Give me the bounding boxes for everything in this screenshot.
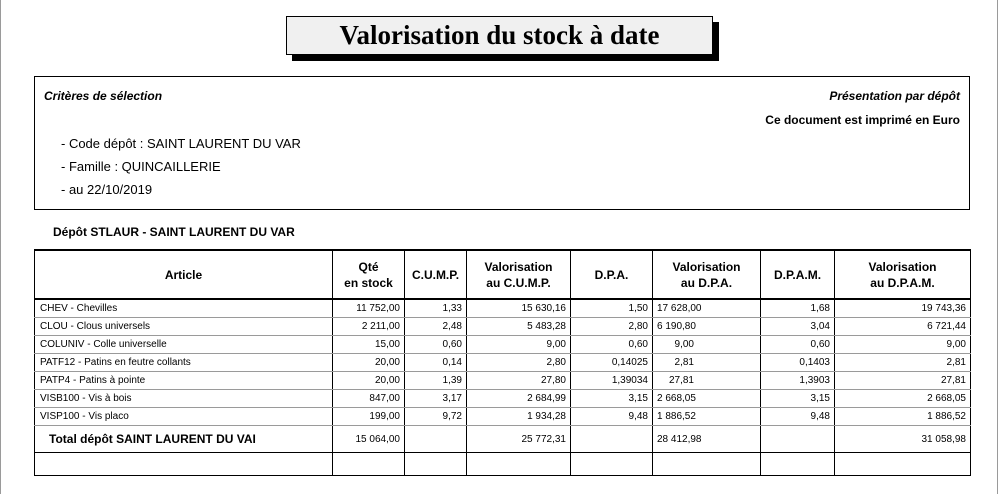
blank-cell <box>835 453 971 476</box>
total-val-cump: 25 772,31 <box>467 426 571 453</box>
header-dpa: D.P.A. <box>571 250 653 299</box>
total-dpa-empty <box>571 426 653 453</box>
cell-cump: 3,17 <box>405 390 467 408</box>
cell-cump: 9,72 <box>405 408 467 426</box>
cell-article: PATF12 - Patins en feutre collants <box>35 354 333 372</box>
cell-cump: 1,39 <box>405 372 467 390</box>
cell-qty: 847,00 <box>333 390 405 408</box>
selection-criteria-box <box>34 76 970 210</box>
cell-val-dpa: 9,00 <box>653 336 761 354</box>
cell-val-dpam: 1 886,52 <box>835 408 971 426</box>
cell-qty: 11 752,00 <box>333 299 405 318</box>
header-val-dpam: Valorisation au D.P.A.M. <box>835 250 971 299</box>
blank-cell <box>571 453 653 476</box>
blank-cell <box>653 453 761 476</box>
cell-article: CHEV - Chevilles <box>35 299 333 318</box>
cell-qty: 15,00 <box>333 336 405 354</box>
cell-dpa: 0,14025 <box>571 354 653 372</box>
cell-dpa: 3,15 <box>571 390 653 408</box>
table-header-row <box>35 250 971 299</box>
header-cump: C.U.M.P. <box>405 250 467 299</box>
currency-note: Ce document est imprimé en Euro <box>765 113 960 127</box>
blank-cell <box>761 453 835 476</box>
cell-dpam: 3,04 <box>761 318 835 336</box>
cell-val-cump: 5 483,28 <box>467 318 571 336</box>
cell-dpa: 9,48 <box>571 408 653 426</box>
cell-val-dpam: 27,81 <box>835 372 971 390</box>
total-row <box>35 426 971 453</box>
cell-dpa: 1,50 <box>571 299 653 318</box>
document-title: Valorisation du stock à date <box>286 16 713 55</box>
stock-valuation-table <box>34 249 971 476</box>
cell-val-dpam: 2 668,05 <box>835 390 971 408</box>
header-val-dpa: Valorisation au D.P.A. <box>653 250 761 299</box>
criteria-depot-code: - Code dépôt : SAINT LAURENT DU VAR <box>61 136 301 151</box>
header-dpam: D.P.A.M. <box>761 250 835 299</box>
cell-qty: 2 211,00 <box>333 318 405 336</box>
cell-cump: 0,60 <box>405 336 467 354</box>
criteria-heading: Critères de sélection <box>44 89 163 103</box>
table-row <box>35 299 971 318</box>
total-val-dpam: 31 058,98 <box>835 426 971 453</box>
blank-cell <box>35 453 333 476</box>
blank-cell <box>333 453 405 476</box>
cell-dpa: 2,80 <box>571 318 653 336</box>
total-label: Total dépôt SAINT LAURENT DU VAI <box>35 426 333 453</box>
cell-val-cump: 1 934,28 <box>467 408 571 426</box>
cell-val-dpa: 27,81 <box>653 372 761 390</box>
cell-article: VISB100 - Vis à bois <box>35 390 333 408</box>
table-row <box>35 390 971 408</box>
cell-val-dpam: 2,81 <box>835 354 971 372</box>
page-edge-left <box>0 0 1 494</box>
header-article: Article <box>35 250 333 299</box>
cell-val-cump: 9,00 <box>467 336 571 354</box>
cell-val-cump: 27,80 <box>467 372 571 390</box>
cell-dpa: 0,60 <box>571 336 653 354</box>
cell-qty: 20,00 <box>333 372 405 390</box>
blank-cell <box>467 453 571 476</box>
cell-val-dpam: 6 721,44 <box>835 318 971 336</box>
cell-val-dpam: 19 743,36 <box>835 299 971 318</box>
table-row <box>35 318 971 336</box>
header-qty: Qté en stock <box>333 250 405 299</box>
document-title-frame <box>286 16 719 61</box>
cell-qty: 20,00 <box>333 354 405 372</box>
cell-val-cump: 2 684,99 <box>467 390 571 408</box>
total-cump-empty <box>405 426 467 453</box>
cell-qty: 199,00 <box>333 408 405 426</box>
cell-val-dpa: 2,81 <box>653 354 761 372</box>
cell-val-dpa: 1 886,52 <box>653 408 761 426</box>
blank-cell <box>405 453 467 476</box>
cell-val-dpa: 6 190,80 <box>653 318 761 336</box>
cell-article: VISP100 - Vis placo <box>35 408 333 426</box>
cell-val-dpam: 9,00 <box>835 336 971 354</box>
cell-dpam: 3,15 <box>761 390 835 408</box>
cell-val-dpa: 17 628,00 <box>653 299 761 318</box>
cell-val-cump: 15 630,16 <box>467 299 571 318</box>
cell-dpam: 1,68 <box>761 299 835 318</box>
blank-row <box>35 453 971 476</box>
table-row <box>35 336 971 354</box>
total-dpam-empty <box>761 426 835 453</box>
presentation-label: Présentation par dépôt <box>829 89 960 103</box>
cell-article: PATP4 - Patins à pointe <box>35 372 333 390</box>
cell-article: COLUNIV - Colle universelle <box>35 336 333 354</box>
table-row <box>35 372 971 390</box>
cell-val-cump: 2,80 <box>467 354 571 372</box>
cell-article: CLOU - Clous universels <box>35 318 333 336</box>
cell-dpam: 9,48 <box>761 408 835 426</box>
table-row <box>35 408 971 426</box>
cell-val-dpa: 2 668,05 <box>653 390 761 408</box>
page-edge-right <box>997 0 998 494</box>
header-val-cump: Valorisation au C.U.M.P. <box>467 250 571 299</box>
cell-dpa: 1,39034 <box>571 372 653 390</box>
cell-dpam: 1,3903 <box>761 372 835 390</box>
cell-cump: 2,48 <box>405 318 467 336</box>
depot-title: Dépôt STLAUR - SAINT LAURENT DU VAR <box>53 225 295 239</box>
criteria-date: - au 22/10/2019 <box>61 182 153 197</box>
cell-dpam: 0,1403 <box>761 354 835 372</box>
cell-cump: 0,14 <box>405 354 467 372</box>
cell-cump: 1,33 <box>405 299 467 318</box>
total-qty: 15 064,00 <box>333 426 405 453</box>
table-row <box>35 354 971 372</box>
total-val-dpa: 28 412,98 <box>653 426 761 453</box>
criteria-family: - Famille : QUINCAILLERIE <box>61 159 221 174</box>
cell-dpam: 0,60 <box>761 336 835 354</box>
